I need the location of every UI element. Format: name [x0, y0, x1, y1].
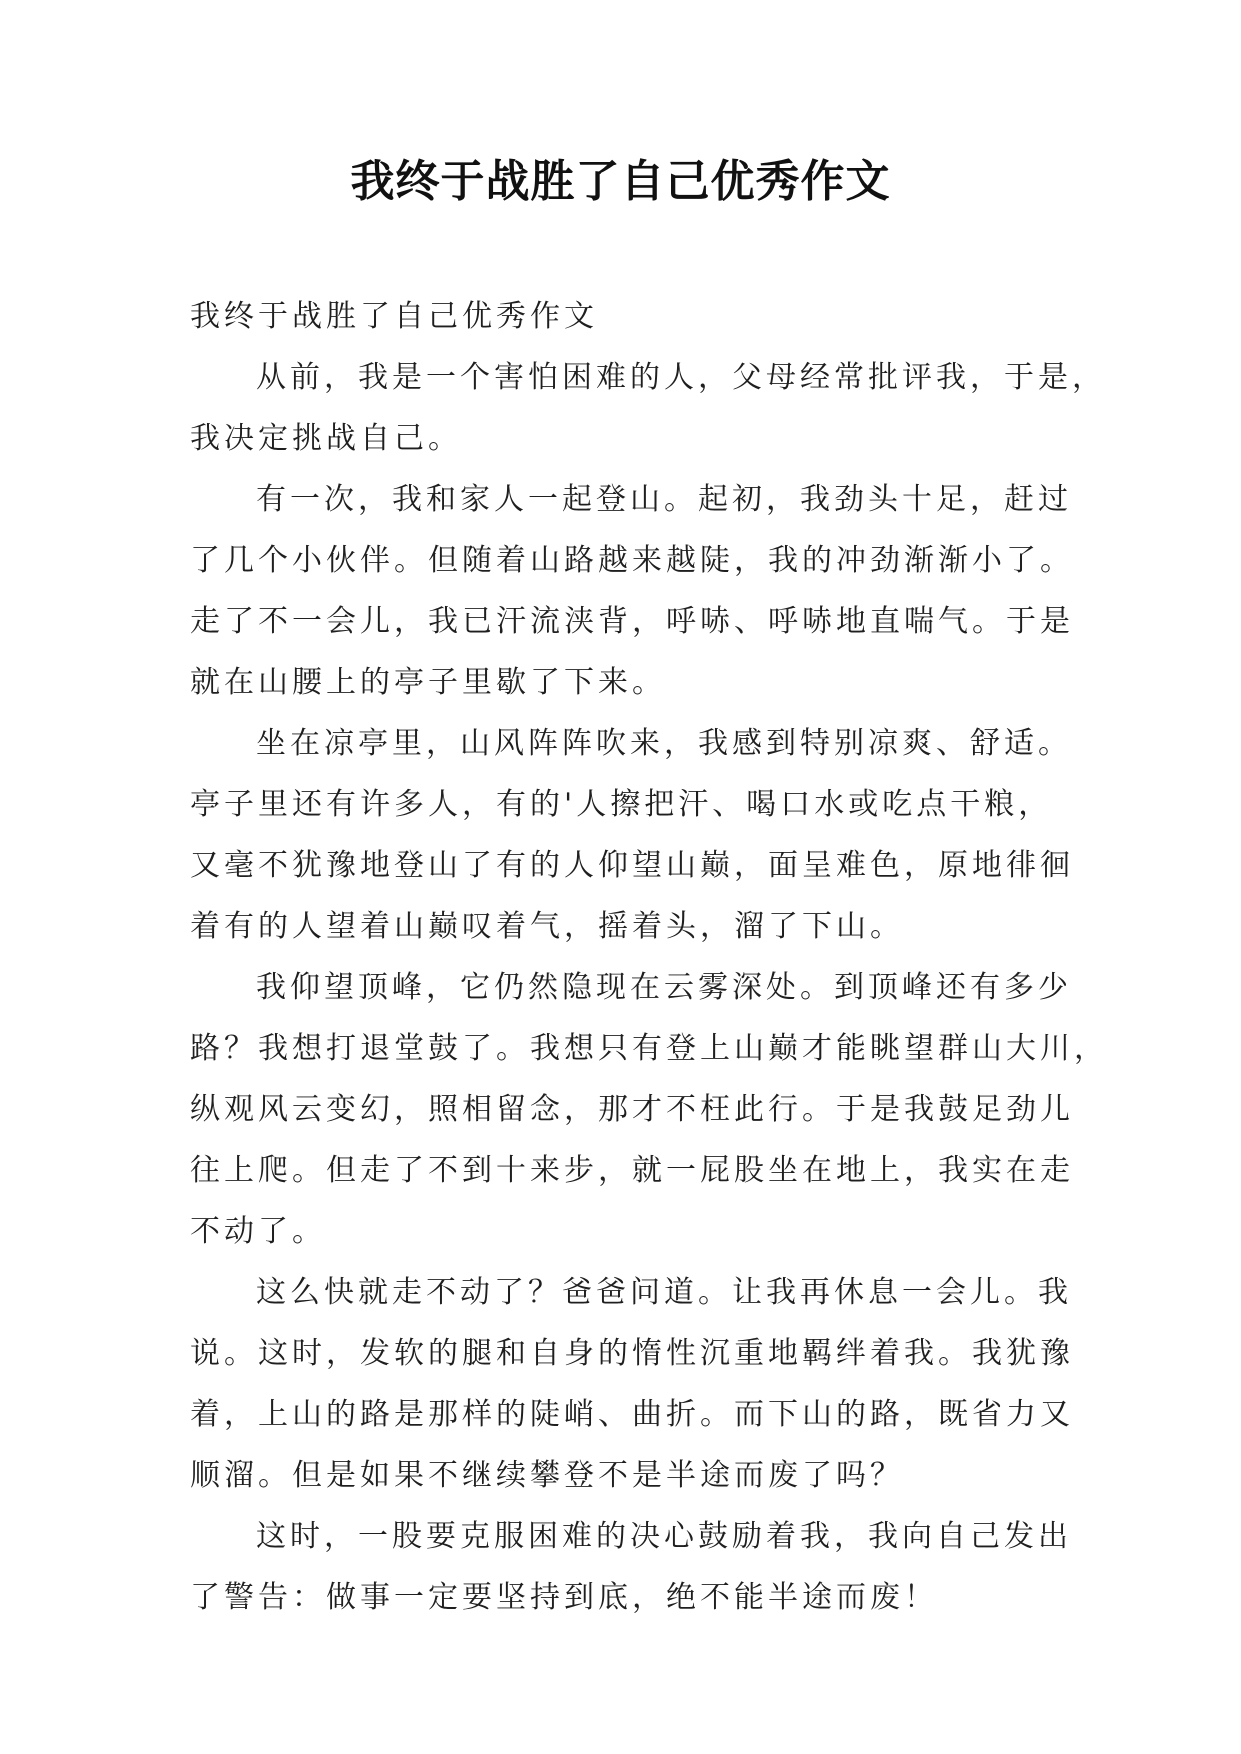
text-line: 我仰望顶峰，它仍然隐现在云雾深处。到顶峰还有多少 [256, 970, 1072, 1005]
document-body [190, 286, 1108, 1628]
text-line: 这时，一股要克服困难的决心鼓励着我，我向自己发出 [256, 1519, 1072, 1554]
paragraph [190, 1506, 1072, 1628]
text-line: 坐在凉亭里，山风阵阵吹来，我感到特别凉爽、舒适。 [256, 726, 1072, 761]
text-line: 说。这时，发软的腿和自身的惰性沉重地羁绊着我。我犹豫 [190, 1336, 1074, 1371]
text-line: 走了不一会儿，我已汗流浃背，呼哧、呼哧地直喘气。于是 [190, 604, 1074, 639]
paragraph [190, 469, 1074, 713]
paragraph [190, 1262, 1074, 1506]
text-line: 了几个小伙伴。但随着山路越来越陡，我的冲劲渐渐小了。 [190, 543, 1074, 578]
text-line: 亭子里还有许多人，有的'人擦把汗、喝口水或吃点干粮， [190, 787, 1053, 822]
text-line: 了警告：做事一定要坚持到底，绝不能半途而废！ [190, 1580, 938, 1615]
text-line: 又毫不犹豫地登山了有的人仰望山巅，面呈难色，原地徘徊 [190, 848, 1074, 883]
text-line: 这么快就走不动了？爸爸问道。让我再休息一会儿。我 [256, 1275, 1072, 1310]
paragraph [190, 713, 1074, 957]
paragraph [190, 957, 1108, 1262]
text-line: 不动了。 [190, 1214, 326, 1249]
text-line: 路？我想打退堂鼓了。我想只有登上山巅才能眺望群山大川， [190, 1031, 1108, 1066]
text-line: 我决定挑战自己。 [190, 421, 462, 456]
text-line: 着有的人望着山巅叹着气，摇着头，溜了下山。 [190, 909, 904, 944]
paragraph [190, 286, 1062, 347]
text-line: 从前，我是一个害怕困难的人，父母经常批评我，于是， [256, 360, 1106, 395]
text-line: 有一次，我和家人一起登山。起初，我劲头十足，赶过 [256, 482, 1072, 517]
text-line: 纵观风云变幻，照相留念，那才不枉此行。于是我鼓足劲儿 [190, 1092, 1074, 1127]
text-line: 着，上山的路是那样的陡峭、曲折。而下山的路，既省力又 [190, 1397, 1074, 1432]
text-line: 就在山腰上的亭子里歇了下来。 [190, 665, 666, 700]
document-title: 我终于战胜了自己优秀作文 [350, 156, 891, 207]
paragraph [190, 347, 1106, 469]
text-line: 往上爬。但走了不到十来步，就一屁股坐在地上，我实在走 [190, 1153, 1074, 1188]
text-line: 我终于战胜了自己优秀作文 [190, 299, 598, 334]
text-line: 顺溜。但是如果不继续攀登不是半途而废了吗？ [190, 1458, 904, 1493]
